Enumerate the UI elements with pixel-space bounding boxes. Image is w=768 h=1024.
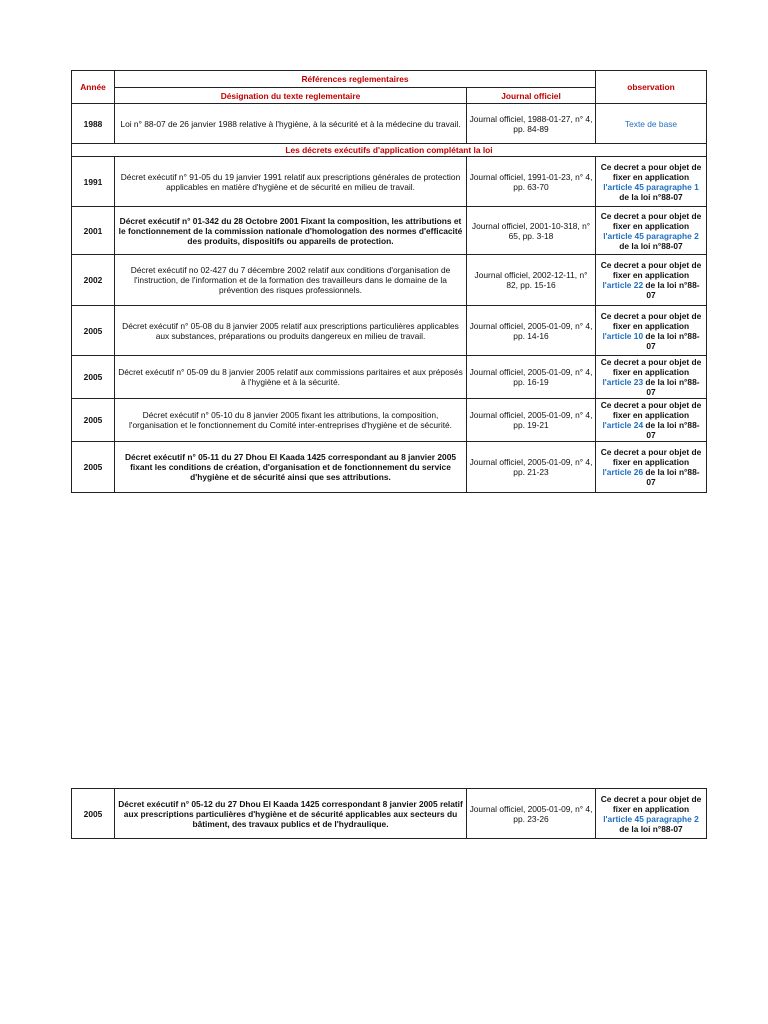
row-year: 2005 bbox=[72, 442, 115, 493]
obs-text: Ce decret a pour objet de fixer en application bbox=[600, 793, 702, 814]
row-journal: Journal officiel, 2005-01-09, n° 4, pp. 19-21 bbox=[467, 399, 596, 442]
article-link[interactable]: l'article 10 bbox=[602, 330, 644, 341]
row-year: 2001 bbox=[72, 207, 115, 255]
obs-text: Ce decret a pour objet de fixer en application bbox=[600, 310, 702, 331]
table-row bbox=[72, 157, 707, 207]
table-row-base bbox=[72, 104, 707, 144]
row-designation: Décret exécutif n° 05-09 du 8 janvier 2005 relatif aux commissions paritaires et aux préposés à l'hygiène et à la sécurité. bbox=[115, 356, 467, 399]
article-link[interactable]: l'article 45 paragraphe 2 bbox=[603, 230, 699, 241]
row-designation: Décret exécutif n° 91-05 du 19 janvier 1991 relatif aux prescriptions générales de protection applicables en matière d'hygiène et de sécurité en milieu de travail. bbox=[115, 157, 467, 207]
header-journal: Journal officiel bbox=[467, 88, 596, 104]
row-year: 2005 bbox=[72, 789, 115, 839]
row-designation: Décret exécutif n° 05-10 du 8 janvier 2005 fixant les attributions, la composition, l'organisation et le fonctionnement du Comité inter-entreprises d'hygiène et de sécurité. bbox=[115, 399, 467, 442]
row-year: 2005 bbox=[72, 356, 115, 399]
row-observation-link[interactable]: Texte de base bbox=[596, 104, 707, 144]
row-designation: Loi n° 88-07 de 26 janvier 1988 relative à l'hygiène, à la sécurité et à la médecine du travail. bbox=[115, 104, 467, 144]
row-observation bbox=[596, 442, 707, 493]
regulations-table-continued bbox=[71, 788, 707, 839]
article-link[interactable]: l'article 45 paragraphe 2 bbox=[603, 813, 699, 824]
article-link[interactable]: l'article 26 bbox=[602, 467, 644, 477]
row-journal: Journal officiel, 1988-01-27, n° 4, pp. 84-89 bbox=[467, 104, 596, 144]
obs-text: Ce decret a pour objet de fixer en application bbox=[600, 210, 702, 231]
row-year: 2005 bbox=[72, 399, 115, 442]
obs-text: de la loi n°88-07 bbox=[643, 280, 700, 300]
header-references: Références reglementaires bbox=[115, 71, 596, 88]
header-observation: observation bbox=[596, 71, 707, 104]
row-journal: Journal officiel, 2005-01-09, n° 4, pp. 21-23 bbox=[467, 442, 596, 493]
table-row bbox=[72, 356, 707, 399]
obs-text: Ce decret a pour objet de fixer en application bbox=[600, 161, 702, 182]
row-observation bbox=[596, 356, 707, 399]
regulations-table bbox=[71, 70, 707, 493]
header-annee: Année bbox=[72, 71, 115, 104]
obs-text: de la loi n°88-07 bbox=[643, 330, 700, 351]
row-year: 2002 bbox=[72, 255, 115, 306]
obs-text: de la loi n°88-07 bbox=[619, 823, 683, 834]
row-designation: Décret exécutif n° 01-342 du 28 Octobre 2001 Fixant la composition, les attributions et le fonctionnement de la commission nationale d'homologation des normes d'efficacité des produits, dispositifs ou appareils de protection. bbox=[115, 207, 467, 255]
table-row bbox=[72, 306, 707, 356]
row-designation: Décret exécutif n° 05-11 du 27 Dhou El Kaada 1425 correspondant au 8 janvier 2005 fixant les conditions de création, d'organisation et de fonctionnement du service d'hygiène et de sécurité ainsi que ses attributions. bbox=[115, 442, 467, 493]
table-row bbox=[72, 442, 707, 493]
article-link[interactable]: l'article 22 bbox=[602, 280, 644, 290]
row-observation bbox=[596, 789, 707, 839]
row-journal: Journal officiel, 1991-01-23, n° 4, pp. 63-70 bbox=[467, 157, 596, 207]
row-observation bbox=[596, 306, 707, 356]
row-designation: Décret exécutif n° 05-08 du 8 janvier 2005 relatif aux prescriptions particulières applicables aux substances, préparations ou produits dangereux en milieu de travail. bbox=[115, 306, 467, 356]
obs-text: de la loi n°88-07 bbox=[643, 467, 700, 487]
row-journal: Journal officiel, 2005-01-09, n° 4, pp. 16-19 bbox=[467, 356, 596, 399]
obs-text: Ce decret a pour objet de fixer en application bbox=[600, 357, 702, 377]
row-observation bbox=[596, 157, 707, 207]
table-row bbox=[72, 399, 707, 442]
row-year: 1988 bbox=[72, 104, 115, 144]
header-designation: Désignation du texte reglementaire bbox=[115, 88, 467, 104]
obs-text: de la loi n°88-07 bbox=[643, 377, 700, 397]
row-observation bbox=[596, 399, 707, 442]
obs-text: de la loi n°88-07 bbox=[643, 420, 700, 440]
row-journal: Journal officiel, 2001-10-318, n° 65, pp. 3-18 bbox=[467, 207, 596, 255]
table-row bbox=[72, 207, 707, 255]
row-year: 1991 bbox=[72, 157, 115, 207]
table-row bbox=[72, 255, 707, 306]
article-link[interactable]: l'article 24 bbox=[602, 420, 644, 430]
row-journal: Journal officiel, 2002-12-11, n° 82, pp. 15-16 bbox=[467, 255, 596, 306]
section-title: Les décrets exécutifs d'application complétant la loi bbox=[72, 144, 707, 157]
article-link[interactable]: l'article 45 paragraphe 1 bbox=[603, 181, 699, 192]
table-row bbox=[72, 789, 707, 839]
obs-text: Ce decret a pour objet de fixer en application bbox=[600, 447, 702, 467]
row-observation bbox=[596, 207, 707, 255]
row-year: 2005 bbox=[72, 306, 115, 356]
row-observation bbox=[596, 255, 707, 306]
obs-text: de la loi n°88-07 bbox=[619, 191, 683, 202]
row-journal: Journal officiel, 2005-01-09, n° 4, pp. 14-16 bbox=[467, 306, 596, 356]
row-designation: Décret exécutif no 02-427 du 7 décembre 2002 relatif aux conditions d'organisation de l'instruction, de l'information et de la formation des travailleurs dans le domaine de la prévention des risques professionnels. bbox=[115, 255, 467, 306]
row-journal: Journal officiel, 2005-01-09, n° 4, pp. 23-26 bbox=[467, 789, 596, 839]
obs-text: de la loi n°88-07 bbox=[619, 240, 683, 251]
obs-text: Ce decret a pour objet de fixer en application bbox=[600, 400, 702, 420]
obs-text: Ce decret a pour objet de fixer en application bbox=[600, 260, 702, 280]
row-designation: Décret exécutif n° 05-12 du 27 Dhou El Kaada 1425 correspondant 8 janvier 2005 relatif aux prescriptions particulières d'hygiène et de sécurité applicables aux secteurs du bâtiment, des travaux publics et de l'hydraulique. bbox=[115, 789, 467, 839]
article-link[interactable]: l'article 23 bbox=[602, 377, 644, 387]
